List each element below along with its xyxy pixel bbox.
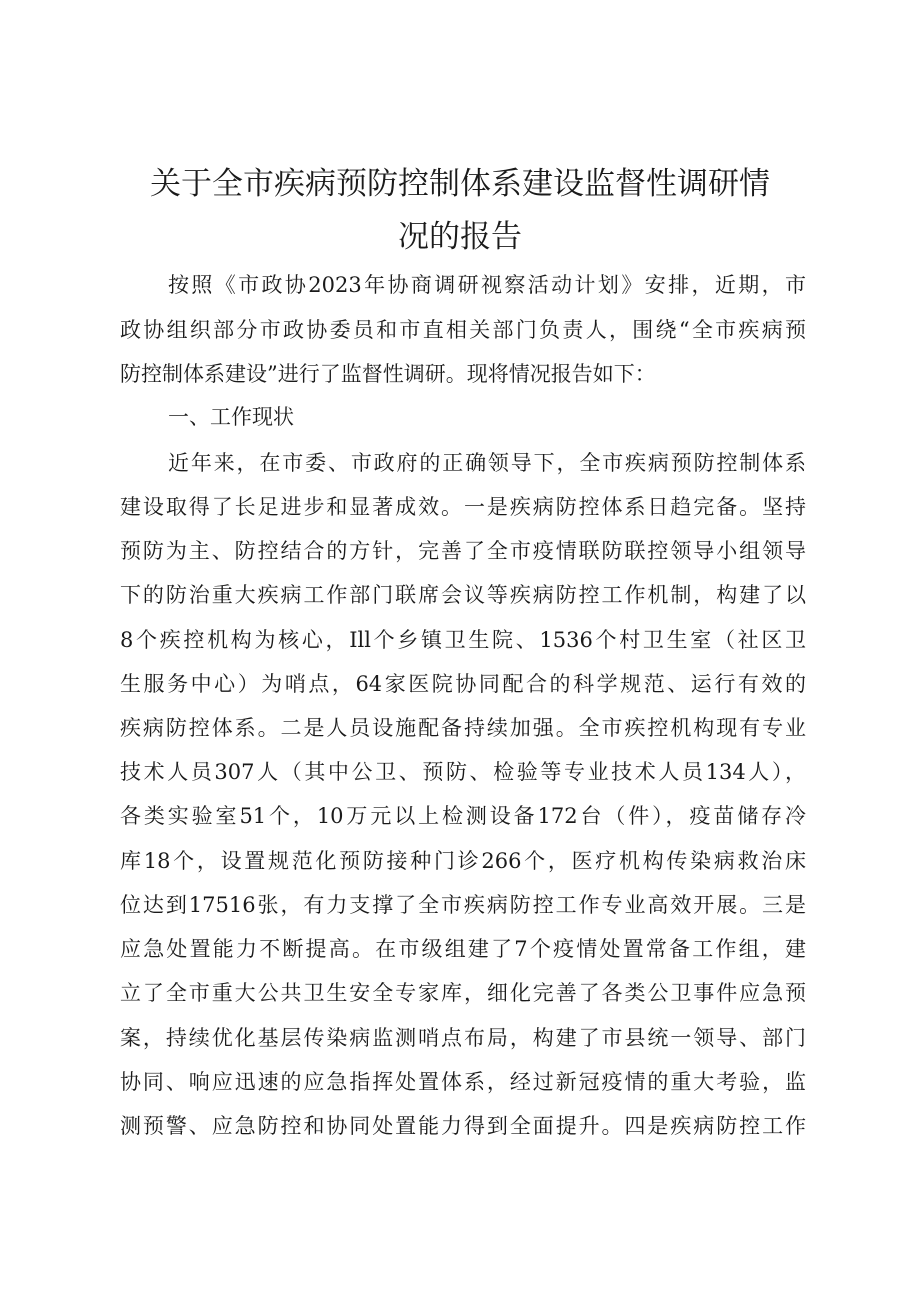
- body-line: 生服务中心）为哨点，64家医院协同配合的科学规范、运行有效的: [120, 672, 806, 696]
- body-line: 协同、响应迅速的应急指挥处置体系，经过新冠疫情的重大考验，监: [120, 1070, 806, 1094]
- body-line: 近年来，在市委、市政府的正确领导下，全市疾病预防控制体系: [168, 451, 806, 475]
- body-line: 建设取得了长足进步和显著成效。一是疾病防控体系日趋完备。坚持: [120, 495, 806, 519]
- intro-line: 按照《市政协2023年协商调研视察活动计划》安排，近期，市: [168, 273, 806, 297]
- intro-line: 政协组织部分市政协委员和市直相关部门负责人，围绕“全市疾病预: [120, 318, 806, 342]
- body-line: 立了全市重大公共卫生安全专家库，细化完善了各类公卫事件应急预: [120, 981, 806, 1005]
- body-line: 各类实验室51个，10万元以上检测设备172台（件），疫苗储存冷: [120, 804, 806, 828]
- body-line: 预防为主、防控结合的方针，完善了全市疫情联防联控领导小组领导: [120, 539, 806, 563]
- body-line: 下的防治重大疾病工作部门联席会议等疾病防控工作机制，构建了以: [120, 583, 806, 607]
- body-line: 测预警、应急防控和协同处置能力得到全面提升。四是疾病防控工作: [120, 1114, 806, 1138]
- document-title-line-2: 况的报告: [398, 219, 522, 255]
- body-line: 应急处置能力不断提高。在市级组建了7个疫情处置常备工作组，建: [120, 937, 806, 961]
- body-line: 疾病防控体系。二是人员设施配备持续加强。全市疾控机构现有专业: [120, 716, 806, 740]
- body-line: 技术人员307人（其中公卫、预防、检验等专业技术人员134人），: [120, 760, 806, 784]
- section-heading: 一、工作现状: [168, 405, 294, 429]
- body-line: 位达到17516张，有力支撑了全市疾病防控工作专业高效开展。三是: [120, 893, 806, 917]
- intro-line: 防控制体系建设”进行了监督性调研。现将情况报告如下：: [120, 362, 656, 386]
- document-title-line-1: 关于全市疾病预防控制体系建设监督性调研情: [150, 166, 770, 202]
- body-line: 库18个，设置规范化预防接种门诊266个，医疗机构传染病救治床: [120, 849, 806, 873]
- body-line: 案，持续优化基层传染病监测哨点布局，构建了市县统一领导、部门: [120, 1026, 806, 1050]
- body-line: 8个疾控机构为核心，Ill个乡镇卫生院、1536个村卫生室（社区卫: [120, 628, 806, 652]
